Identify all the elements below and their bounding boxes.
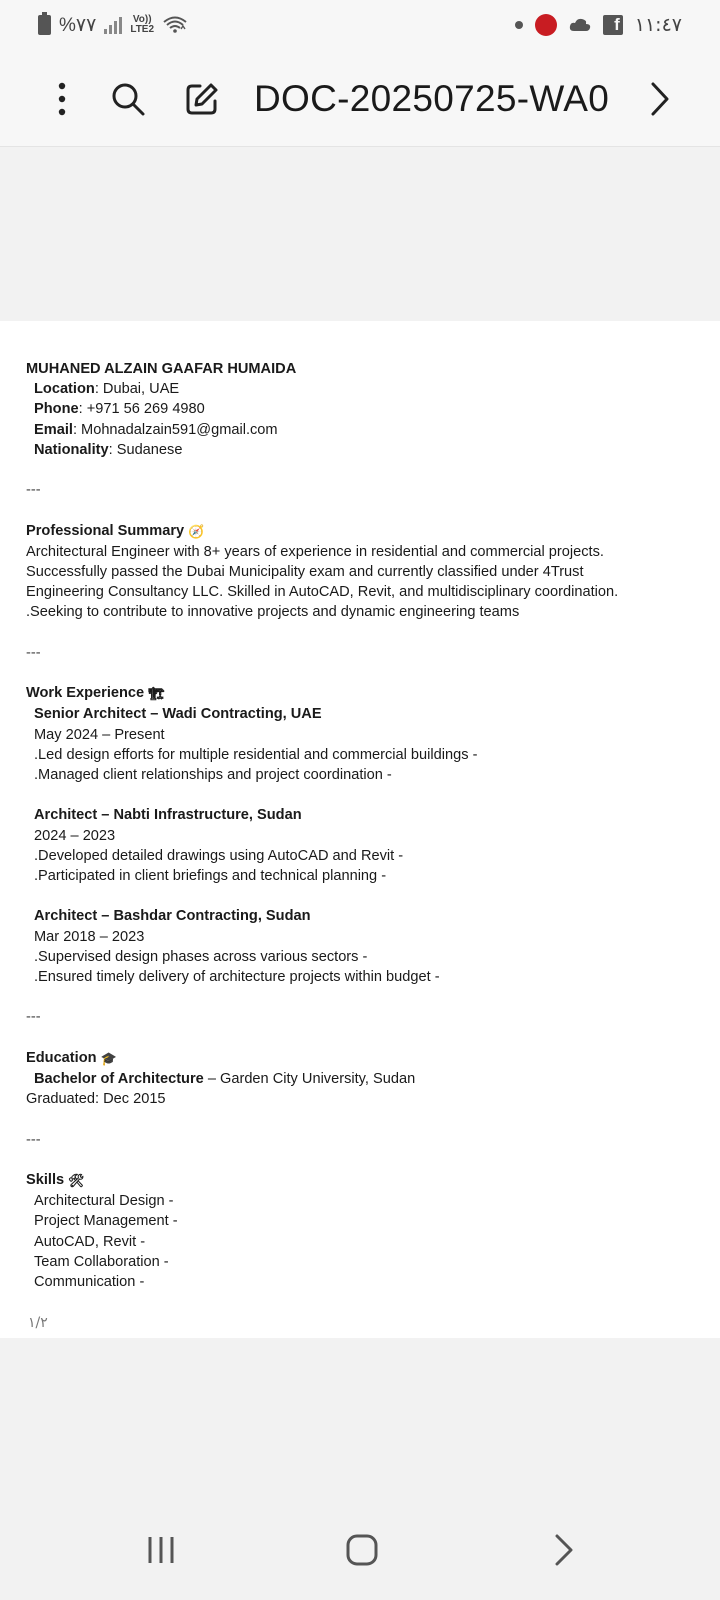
contact-phone	[26, 399, 696, 419]
status-bar	[0, 0, 720, 50]
contact-location	[26, 379, 696, 399]
more-vertical-icon	[57, 82, 67, 116]
candidate-name: MUHANED ALZAIN GAAFAR HUMAIDA	[26, 361, 297, 377]
job-dates: 2024 – 2023	[34, 827, 116, 844]
section-separator: ---	[26, 482, 41, 499]
volte-label: Vo))	[132, 14, 152, 25]
skill-item: Architectural Design -	[34, 1193, 174, 1210]
expand-title-button[interactable]	[640, 50, 680, 147]
skill-item: Communication -	[34, 1273, 145, 1290]
contact-value: : Sudanese	[108, 441, 183, 458]
tools-icon: 🛠	[68, 1172, 85, 1188]
signal-strength-icon	[104, 16, 122, 34]
contact-label: Nationality	[34, 441, 109, 458]
app-notification-icon	[535, 14, 557, 36]
recents-button[interactable]	[121, 1520, 201, 1580]
edit-icon	[184, 81, 220, 117]
degree-school: – Garden City University, Sudan	[203, 1070, 416, 1087]
summary-heading	[26, 521, 696, 542]
compass-icon: 🧭	[188, 523, 205, 539]
back-button[interactable]	[524, 1520, 604, 1580]
construction-crane-icon: 🏗	[148, 686, 165, 702]
document-title: DOC-20250725-WA0	[254, 78, 610, 119]
page-indicator: ١/٢	[28, 1315, 48, 1331]
contact-value: : Mohnadalzain591@gmail.com	[72, 421, 278, 438]
skill-item: Team Collaboration -	[34, 1253, 169, 1270]
status-left	[38, 14, 188, 37]
document-page[interactable]	[0, 321, 720, 1338]
summary-line: Engineering Consultancy LLC. Skilled in AutoCAD, Revit, and multidisciplinary coordination.	[26, 584, 619, 601]
section-separator: ---	[26, 1131, 41, 1148]
contact-email	[26, 420, 696, 440]
skill-item: Project Management -	[34, 1213, 178, 1230]
edit-button[interactable]	[182, 50, 222, 147]
document-content	[26, 359, 696, 1292]
job-title: Senior Architect – Wadi Contracting, UAE	[34, 706, 322, 723]
search-button[interactable]	[108, 50, 148, 147]
skill-item: AutoCAD, Revit -	[34, 1233, 146, 1250]
battery-percent: %٧٧	[59, 14, 97, 36]
summary-line: Architectural Engineer with 8+ years of experience in residential and commercial projects.	[26, 543, 604, 560]
graduation-date: Graduated: Dec 2015	[26, 1091, 166, 1108]
education-degree	[26, 1069, 696, 1089]
more-options-button[interactable]	[44, 50, 80, 147]
experience-heading-text: Work Experience	[26, 685, 145, 702]
job-dates: May 2024 – Present	[34, 726, 165, 743]
job-title: Architect – Nabti Infrastructure, Sudan	[34, 807, 302, 824]
education-heading	[26, 1048, 696, 1069]
job-title: Architect – Bashdar Contracting, Sudan	[34, 908, 311, 925]
battery-icon	[38, 15, 51, 35]
summary-heading-text: Professional Summary	[26, 522, 185, 539]
contact-label: Phone	[34, 401, 79, 418]
recents-icon	[146, 1535, 176, 1565]
contact-value: : +971 56 269 4980	[78, 401, 205, 418]
job-bullet: .Participated in client briefings and technical planning -	[34, 868, 387, 884]
wifi-icon	[162, 15, 188, 35]
experience-heading	[26, 683, 696, 704]
lte-label: LTE2	[130, 24, 155, 35]
degree-name: Bachelor of Architecture	[34, 1070, 204, 1087]
job-bullet: .Ensured timely delivery of architecture projects within budget -	[34, 969, 440, 985]
search-icon	[110, 81, 146, 117]
home-button[interactable]	[322, 1520, 402, 1580]
facebook-icon	[603, 15, 623, 35]
section-separator: ---	[26, 644, 41, 661]
job-bullet: .Developed detailed drawings using AutoCAD and Revit -	[34, 847, 404, 864]
cloud-icon	[569, 18, 591, 32]
section-separator: ---	[26, 1009, 41, 1026]
document-toolbar	[0, 50, 720, 147]
graduation-cap-icon: 🎓	[100, 1050, 117, 1066]
contact-nationality	[26, 440, 696, 460]
job-bullet: .Led design efforts for multiple residential and commercial buildings -	[34, 746, 478, 763]
system-navigation-bar	[0, 1500, 720, 1600]
skills-heading-text: Skills	[26, 1171, 65, 1188]
facebook-icon-letter: f	[614, 15, 620, 34]
home-icon	[346, 1534, 378, 1566]
chevron-right-icon	[553, 1534, 575, 1566]
job-dates: Mar 2018 – 2023	[34, 928, 145, 945]
network-type	[130, 15, 154, 35]
summary-line: .Seeking to contribute to innovative projects and dynamic engineering teams	[26, 604, 520, 621]
job-bullet: .Supervised design phases across various sectors -	[34, 948, 368, 965]
notification-dot-icon	[515, 21, 523, 29]
contact-label: Location	[34, 381, 95, 398]
job-bullet: .Managed client relationships and project coordination -	[34, 767, 392, 783]
education-heading-text: Education	[26, 1049, 97, 1066]
skills-heading	[26, 1170, 696, 1191]
contact-label: Email	[34, 421, 73, 438]
status-right	[515, 14, 682, 36]
clock: ١١:٤٧	[634, 14, 682, 36]
summary-line: Successfully passed the Dubai Municipality exam and currently classified under 4Trust	[26, 564, 584, 580]
chevron-right-icon	[649, 81, 671, 117]
contact-value: : Dubai, UAE	[94, 381, 180, 398]
